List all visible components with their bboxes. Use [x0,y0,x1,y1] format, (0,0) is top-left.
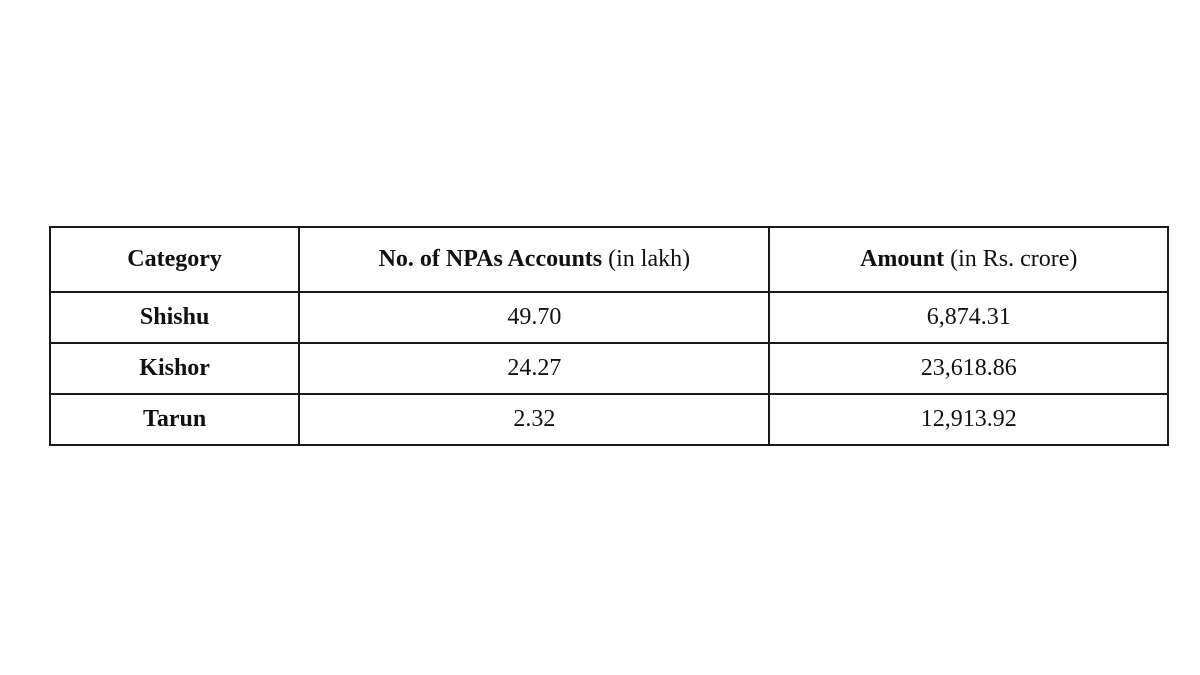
header-amount-unit: (in Rs. crore) [944,246,1078,272]
header-amount-label: Amount [860,246,945,272]
table-header [50,227,1168,292]
row-amount: 23,618.86 [769,343,1168,394]
table-body [50,292,1168,445]
header-category [50,227,299,292]
table-row [50,292,1168,343]
row-accounts: 49.70 [299,292,769,343]
row-category: Kishor [50,343,299,394]
row-amount: 6,874.31 [769,292,1168,343]
header-amount [769,227,1168,292]
npa-table [49,226,1169,446]
header-accounts-unit: (in lakh) [602,246,691,272]
header-accounts [299,227,769,292]
header-category-label: Category [127,246,222,272]
table-row [50,343,1168,394]
header-row [50,227,1168,292]
header-accounts-label: No. of NPAs Accounts [378,246,603,272]
row-category: Shishu [50,292,299,343]
row-accounts: 2.32 [299,394,769,445]
row-amount: 12,913.92 [769,394,1168,445]
table-row [50,394,1168,445]
row-category: Tarun [50,394,299,445]
row-accounts: 24.27 [299,343,769,394]
